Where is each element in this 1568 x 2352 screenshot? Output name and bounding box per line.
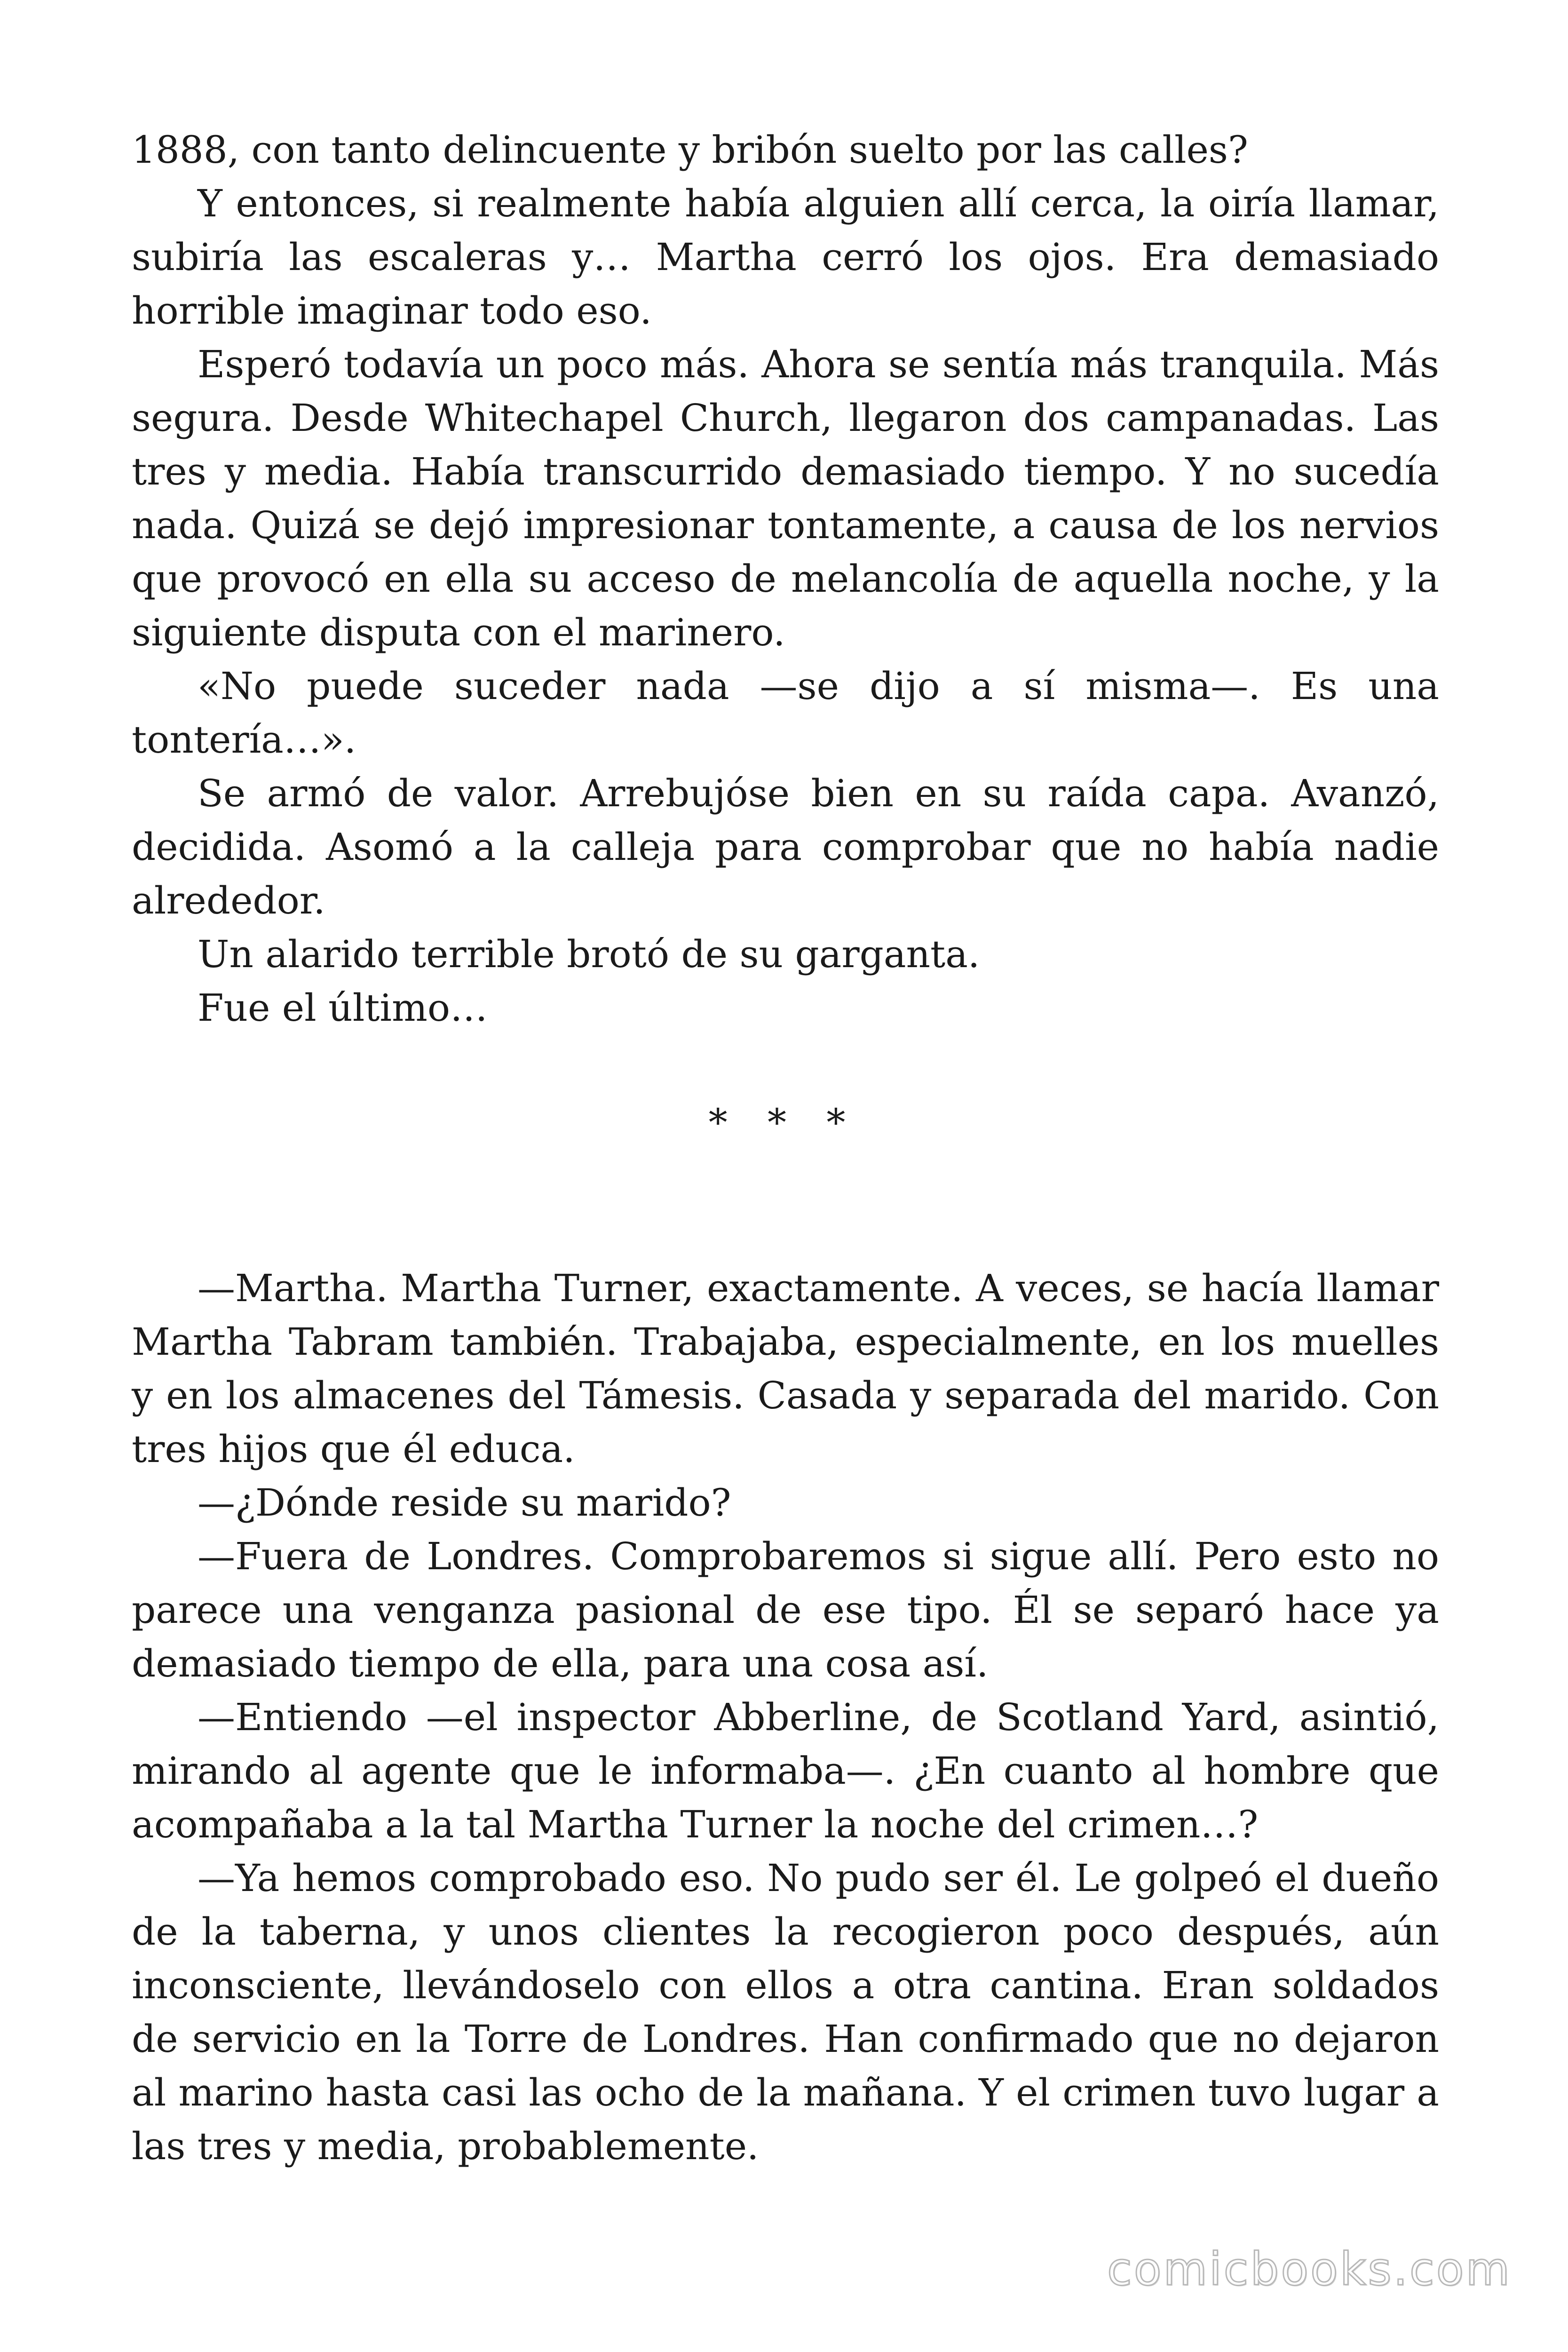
text-section-1	[132, 123, 1439, 1035]
paragraph: —¿Dónde reside su marido?	[198, 1481, 731, 1525]
text-section-2	[132, 1262, 1439, 2173]
paragraph: Y entonces, si realmente había alguien allí cerca, la oiría llamar, subiría las escaleras y… Martha cerró los ojos. Era demasiado horrible imaginar todo eso.	[132, 182, 1439, 333]
paragraph: —Martha. Martha Turner, exactamente. A veces, se hacía llamar Martha Tabram también. Trabajaba, especialmente, en los muelles y en los almacenes del Támesis. Casada y separada del marido. Con tres hijos que él educa.	[132, 1266, 1439, 1471]
paragraph: 1888, con tanto delincuente y bribón suelto por las calles?	[132, 128, 1248, 172]
paragraph: —Entiendo —el inspector Abberline, de Scotland Yard, asintió, mirando al agente que le informaba—. ¿En cuanto al hombre que acompañaba a la tal Martha Turner la noche del crimen…?	[132, 1695, 1439, 1846]
paragraph: Fue el último…	[198, 986, 488, 1030]
paragraph: Esperó todavía un poco más. Ahora se sentía más tranquila. Más segura. Desde Whitechapel Church, llegaron dos campanadas. Las tres y media. Había transcurrido demasiado tiempo. Y no sucedía nada. Quizá se dejó impresionar tontamente, a causa de los nervios que provocó en ella su acceso de melancolía de aquella noche, y la siguiente disputa con el marinero.	[132, 342, 1439, 654]
paragraph: Un alarido terrible brotó de su garganta.	[198, 932, 980, 976]
paragraph: «No puede suceder nada —se dijo a sí misma—. Es una tontería…».	[132, 664, 1439, 762]
watermark: comicbooks.com	[1107, 2243, 1512, 2296]
paragraph: —Fuera de Londres. Comprobaremos si sigue allí. Pero esto no parece una venganza pasional de ese tipo. Él se separó hace ya demasiado tiempo de ella, para una cosa así.	[132, 1534, 1439, 1685]
section-separator: * * *	[708, 1101, 860, 1144]
paragraph: —Ya hemos comprobado eso. No pudo ser él. Le golpeó el dueño de la taberna, y unos clientes la recogieron poco después, aún inconsciente, llevándoselo con ellos a otra cantina. Eran soldados de servicio en la Torre de Londres. Han confirmado que no dejaron al marino hasta casi las ocho de la mañana. Y el crimen tuvo lugar a las tres y media, probablemente.	[132, 1856, 1439, 2168]
paragraph: Se armó de valor. Arrebujóse bien en su raída capa. Avanzó, decidida. Asomó a la calleja para comprobar que no había nadie alrededor.	[132, 771, 1439, 922]
